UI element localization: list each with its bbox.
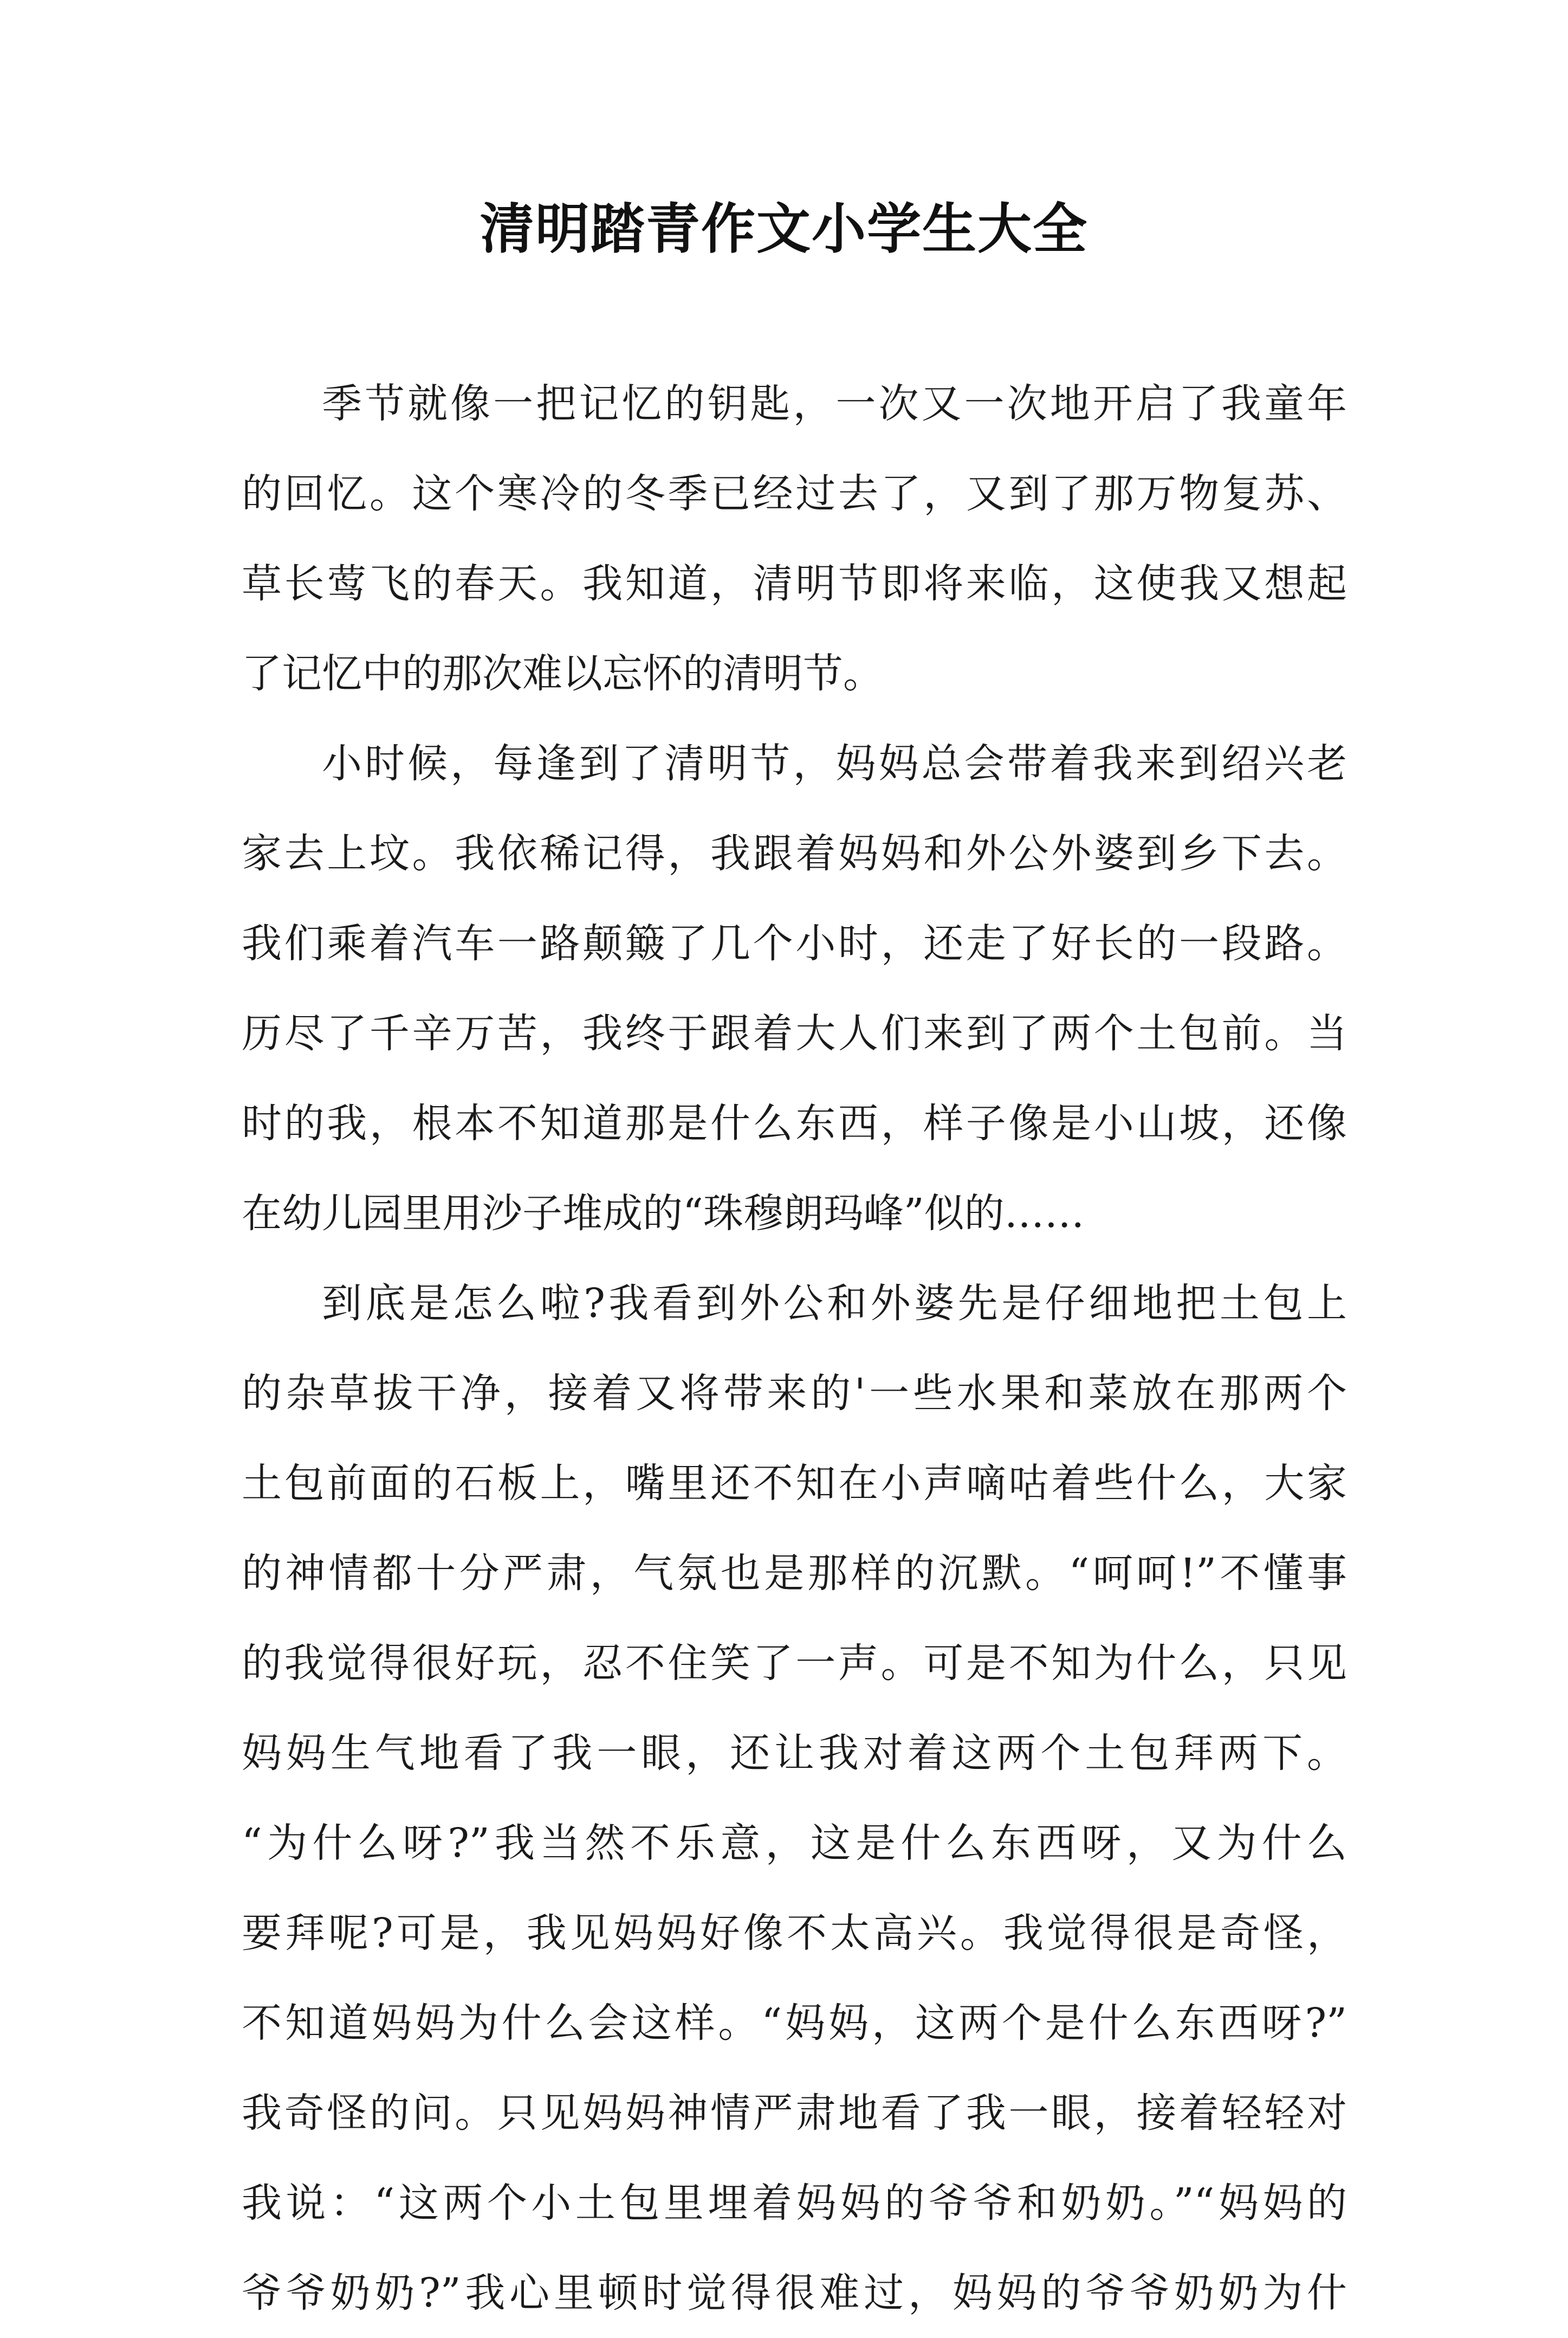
paragraph-2-line-4: 历尽了千辛万苦，我终于跟着大人们来到了两个土包前。当	[242, 1010, 1347, 1057]
paragraph-3-line-1: 到底是怎么啦?我看到外公和外婆先是仔细地把土包上	[322, 1280, 1347, 1327]
paragraph-3-line-3: 土包前面的石板上，嘴里还不知在小声嘀咕着些什么，大家	[242, 1460, 1347, 1507]
paragraph-3-line-10: 我奇怪的问。只见妈妈神情严肃地看了我一眼，接着轻轻对	[242, 2090, 1347, 2136]
paragraph-1-line-3: 草长莺飞的春天。我知道，清明节即将来临，这使我又想起	[242, 560, 1347, 607]
paragraph-2-line-1: 小时候，每逢到了清明节，妈妈总会带着我来到绍兴老	[322, 740, 1347, 787]
paragraph-2-line-2: 家去上坟。我依稀记得，我跟着妈妈和外公外婆到乡下去。	[242, 830, 1347, 877]
paragraph-3-line-9: 不知道妈妈为什么会这样。“妈妈，这两个是什么东西呀?”	[242, 2000, 1347, 2046]
paragraph-2-line-3: 我们乘着汽车一路颠簸了几个小时，还走了好长的一段路。	[242, 920, 1347, 967]
paragraph-1-line-2: 的回忆。这个寒冷的冬季已经过去了，又到了那万物复苏、	[242, 470, 1347, 517]
paragraph-2-line-6: 在幼儿园里用沙子堆成的“珠穆朗玛峰”似的……	[242, 1190, 1085, 1237]
paragraph-1-line-1: 季节就像一把记忆的钥匙，一次又一次地开启了我童年	[322, 380, 1347, 427]
paragraph-3-line-2: 的杂草拔干净，接着又将带来的'一些水果和菜放在那两个	[242, 1370, 1347, 1417]
paragraph-3-line-6: 妈妈生气地看了我一眼，还让我对着这两个土包拜两下。	[242, 1730, 1347, 1777]
paragraph-3-line-8: 要拜呢?可是，我见妈妈好像不太高兴。我觉得很是奇怪，	[242, 1910, 1347, 1956]
document-body	[242, 359, 1347, 2338]
paragraph-3-line-4: 的神情都十分严肃，气氛也是那样的沉默。“呵呵!”不懂事	[242, 1550, 1347, 1597]
paragraph-3-line-7: “为什么呀?”我当然不乐意，这是什么东西呀，又为什么	[242, 1820, 1347, 1866]
paragraph-3-line-12: 爷爷奶奶?”我心里顿时觉得很难过，妈妈的爷爷奶奶为什	[242, 2270, 1347, 2316]
paragraph-2-line-5: 时的我，根本不知道那是什么东西，样子像是小山坡，还像	[242, 1100, 1347, 1147]
document-title: 清明踏青作文小学生大全	[480, 197, 1088, 261]
paragraph-3-line-11: 我说：“这两个小土包里埋着妈妈的爷爷和奶奶。”“妈妈的	[242, 2180, 1347, 2226]
paragraph-1-line-4: 了记忆中的那次难以忘怀的清明节。	[242, 650, 883, 697]
paragraph-3-line-5: 的我觉得很好玩，忍不住笑了一声。可是不知为什么，只见	[242, 1640, 1347, 1687]
